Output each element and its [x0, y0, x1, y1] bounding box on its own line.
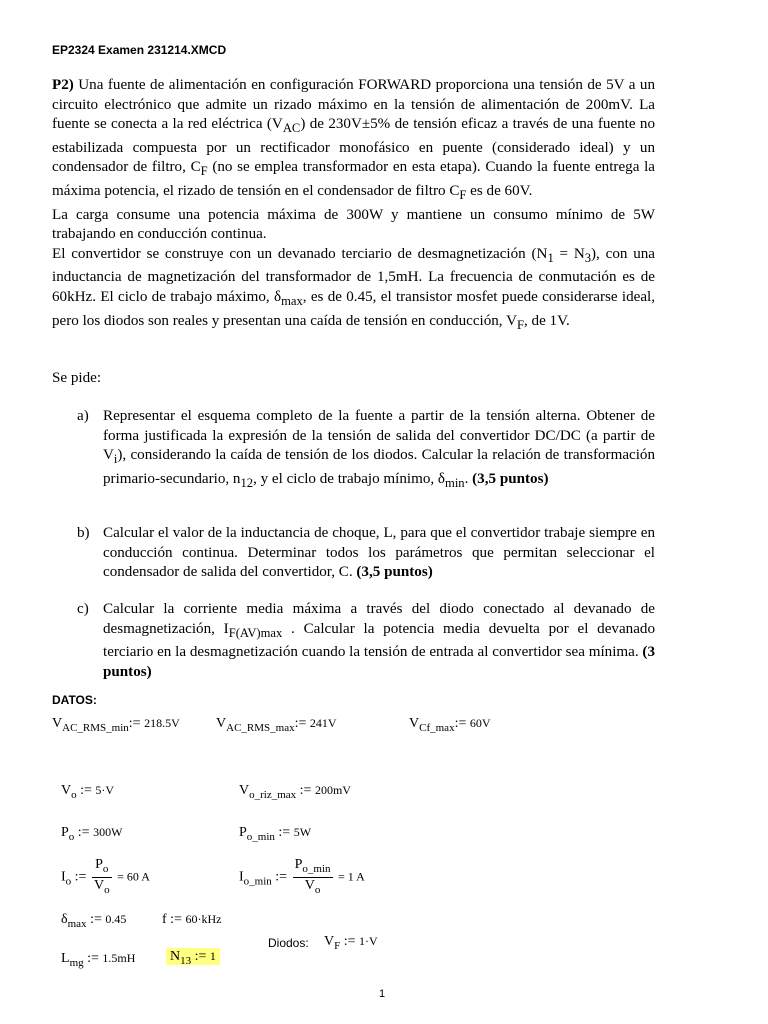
- subscript: 12: [240, 475, 254, 490]
- question-b: [77, 524, 655, 583]
- var-lmg: $L_{mg}$ := 1.5mH: [61, 951, 136, 969]
- page-number: 1: [379, 988, 386, 1000]
- question-c-text: [103, 600, 655, 682]
- question-text: ), considerando la caída de tensión de los diodos. Calcular la relación de transformación primario-secundario, n: [103, 447, 655, 487]
- question-b-label: b): [77, 525, 90, 541]
- question-a-label: a): [77, 408, 89, 424]
- question-b-text: [103, 524, 655, 583]
- subscript: AC: [282, 121, 301, 136]
- problem-text: ), con una inductancia de magnetización del transformador de 1,5mH. La frecuencia de conmutación es de 60kHz. El ciclo de trabajo máximo, δ: [52, 245, 655, 305]
- fraction: $\frac{P_{o\_min}}{V_o}$: [294, 857, 331, 896]
- problem-text: , de 1V.: [523, 312, 570, 329]
- question-c: [77, 600, 655, 682]
- problem-text: El convertidor se construye con un devanado terciario de desmagnetización (N: [52, 245, 548, 262]
- question-a: [77, 407, 655, 493]
- subscript: F: [516, 317, 524, 332]
- subscript: min: [445, 475, 465, 490]
- var-po-min: $P_{o\_min}$ := 5W: [239, 825, 312, 843]
- question-text: , y el ciclo de trabajo mínimo, δ: [253, 470, 446, 487]
- problem-text: es de 60V.: [466, 183, 533, 199]
- fraction: $\frac{P_o}{V_o}$: [93, 857, 110, 896]
- subscript: 3: [584, 250, 592, 265]
- var-vcf-max: $V_{Cf\_max}:= 60V$: [409, 716, 491, 734]
- highlighted-value: $N_{13}$ := 1: [166, 948, 220, 965]
- var-vf: $V_F$ := 1·V: [324, 934, 378, 952]
- problem-statement: [52, 76, 655, 335]
- var-io: $I_o$ := $\frac{P_o}{V_o}$ = 60 A: [61, 857, 150, 896]
- question-text: Representar el esquema completo de la fuente a partir de la tensión alterna. Obtener de forma justificada la expresión de la tensión de salida del convertidor DC/DC (a partir de V: [103, 408, 655, 464]
- question-b-points: (3,5 puntos): [356, 564, 433, 581]
- problem-text: = N: [553, 245, 585, 262]
- question-c-label: c): [77, 601, 89, 617]
- problem-paragraph-1: [52, 76, 655, 206]
- subscript: F(AV)max: [228, 625, 283, 640]
- diodos-label: Diodos:: [268, 936, 309, 950]
- var-vac-rms-min: $V_{AC\_RMS\_min}:= 218.5V$: [52, 716, 180, 734]
- question-a-points: (3,5 puntos): [472, 470, 549, 487]
- se-pide-label: Se pide:: [52, 370, 102, 386]
- question-text: Calcular la corriente media máxima a través del diodo conectado al devanado de desmagnetización, I: [103, 601, 655, 637]
- var-n13: [166, 949, 220, 967]
- subscript: i: [113, 452, 118, 467]
- var-f: f := 60·kHz: [162, 912, 222, 927]
- var-io-min: $I_{o\_min}$ := $\frac{P_{o\_min}}{V_o}$ = 1 A: [239, 857, 365, 896]
- question-c-points: (3 puntos): [103, 644, 655, 680]
- document-header: EP2324 Examen 231214.XMCD: [52, 43, 227, 57]
- datos-heading: DATOS:: [52, 693, 97, 707]
- var-po: $P_o$ := 300W: [61, 825, 123, 843]
- problem-text: (no se emplea transformador en esta etapa). Cuando la fuente entrega la máxima potencia, el rizado de tensión en el condensador de filtro C: [52, 159, 655, 199]
- question-text: Calcular el valor de la inductancia de choque, L, para que el convertidor trabaje siempre en conducción continua. Determinar todos los parámetros que permitan seleccionar el condensador de salida del convertidor, C.: [103, 525, 655, 581]
- var-delta-max: $\delta_{max}$ := 0.45: [61, 912, 127, 930]
- var-vo-riz-max: $V_{o\_riz\_max}$ := 200mV: [239, 783, 351, 801]
- problem-paragraph-3: [52, 245, 655, 335]
- question-a-text: [103, 407, 655, 493]
- problem-text: ) de 230V±5% de tensión eficaz a través de una fuente no estabilizada compuesta por un rectificador monofásico en puente (considerado ideal) y un condensador de filtro, C: [52, 116, 655, 176]
- subscript: max: [281, 294, 303, 309]
- problem-paragraph-2: La carga consume una potencia máxima de 300W y mantiene un consumo mínimo de 5W trabajando en conducción continua.: [52, 206, 655, 243]
- subscript: F: [200, 164, 208, 179]
- problem-text: Una fuente de alimentación en configuración FORWARD proporciona una tensión de 5V a un circuito electrónico que admite un rizado máximo en la tensión de alimentación de 200mV. La fuente se conecta a la red eléctrica (V: [52, 77, 655, 133]
- question-text: .: [464, 470, 473, 487]
- problem-label: P2): [52, 77, 74, 93]
- question-text: . Calcular la potencia media devuelta por el devanado terciario en la desmagnetización cuando la tensión de entrada al convertidor sea mínima.: [103, 620, 655, 661]
- problem-text: , es de 0.45, el transistor mosfet puede considerarse ideal, pero los diodos son reales y presentan una caída de tensión en conducción, V: [52, 289, 655, 329]
- var-vo: $V_o$ := 5·V: [61, 783, 115, 801]
- subscript: F: [459, 188, 467, 203]
- subscript: 1: [547, 250, 554, 265]
- var-vac-rms-max: $V_{AC\_RMS\_max}:= 241V$: [216, 716, 337, 734]
